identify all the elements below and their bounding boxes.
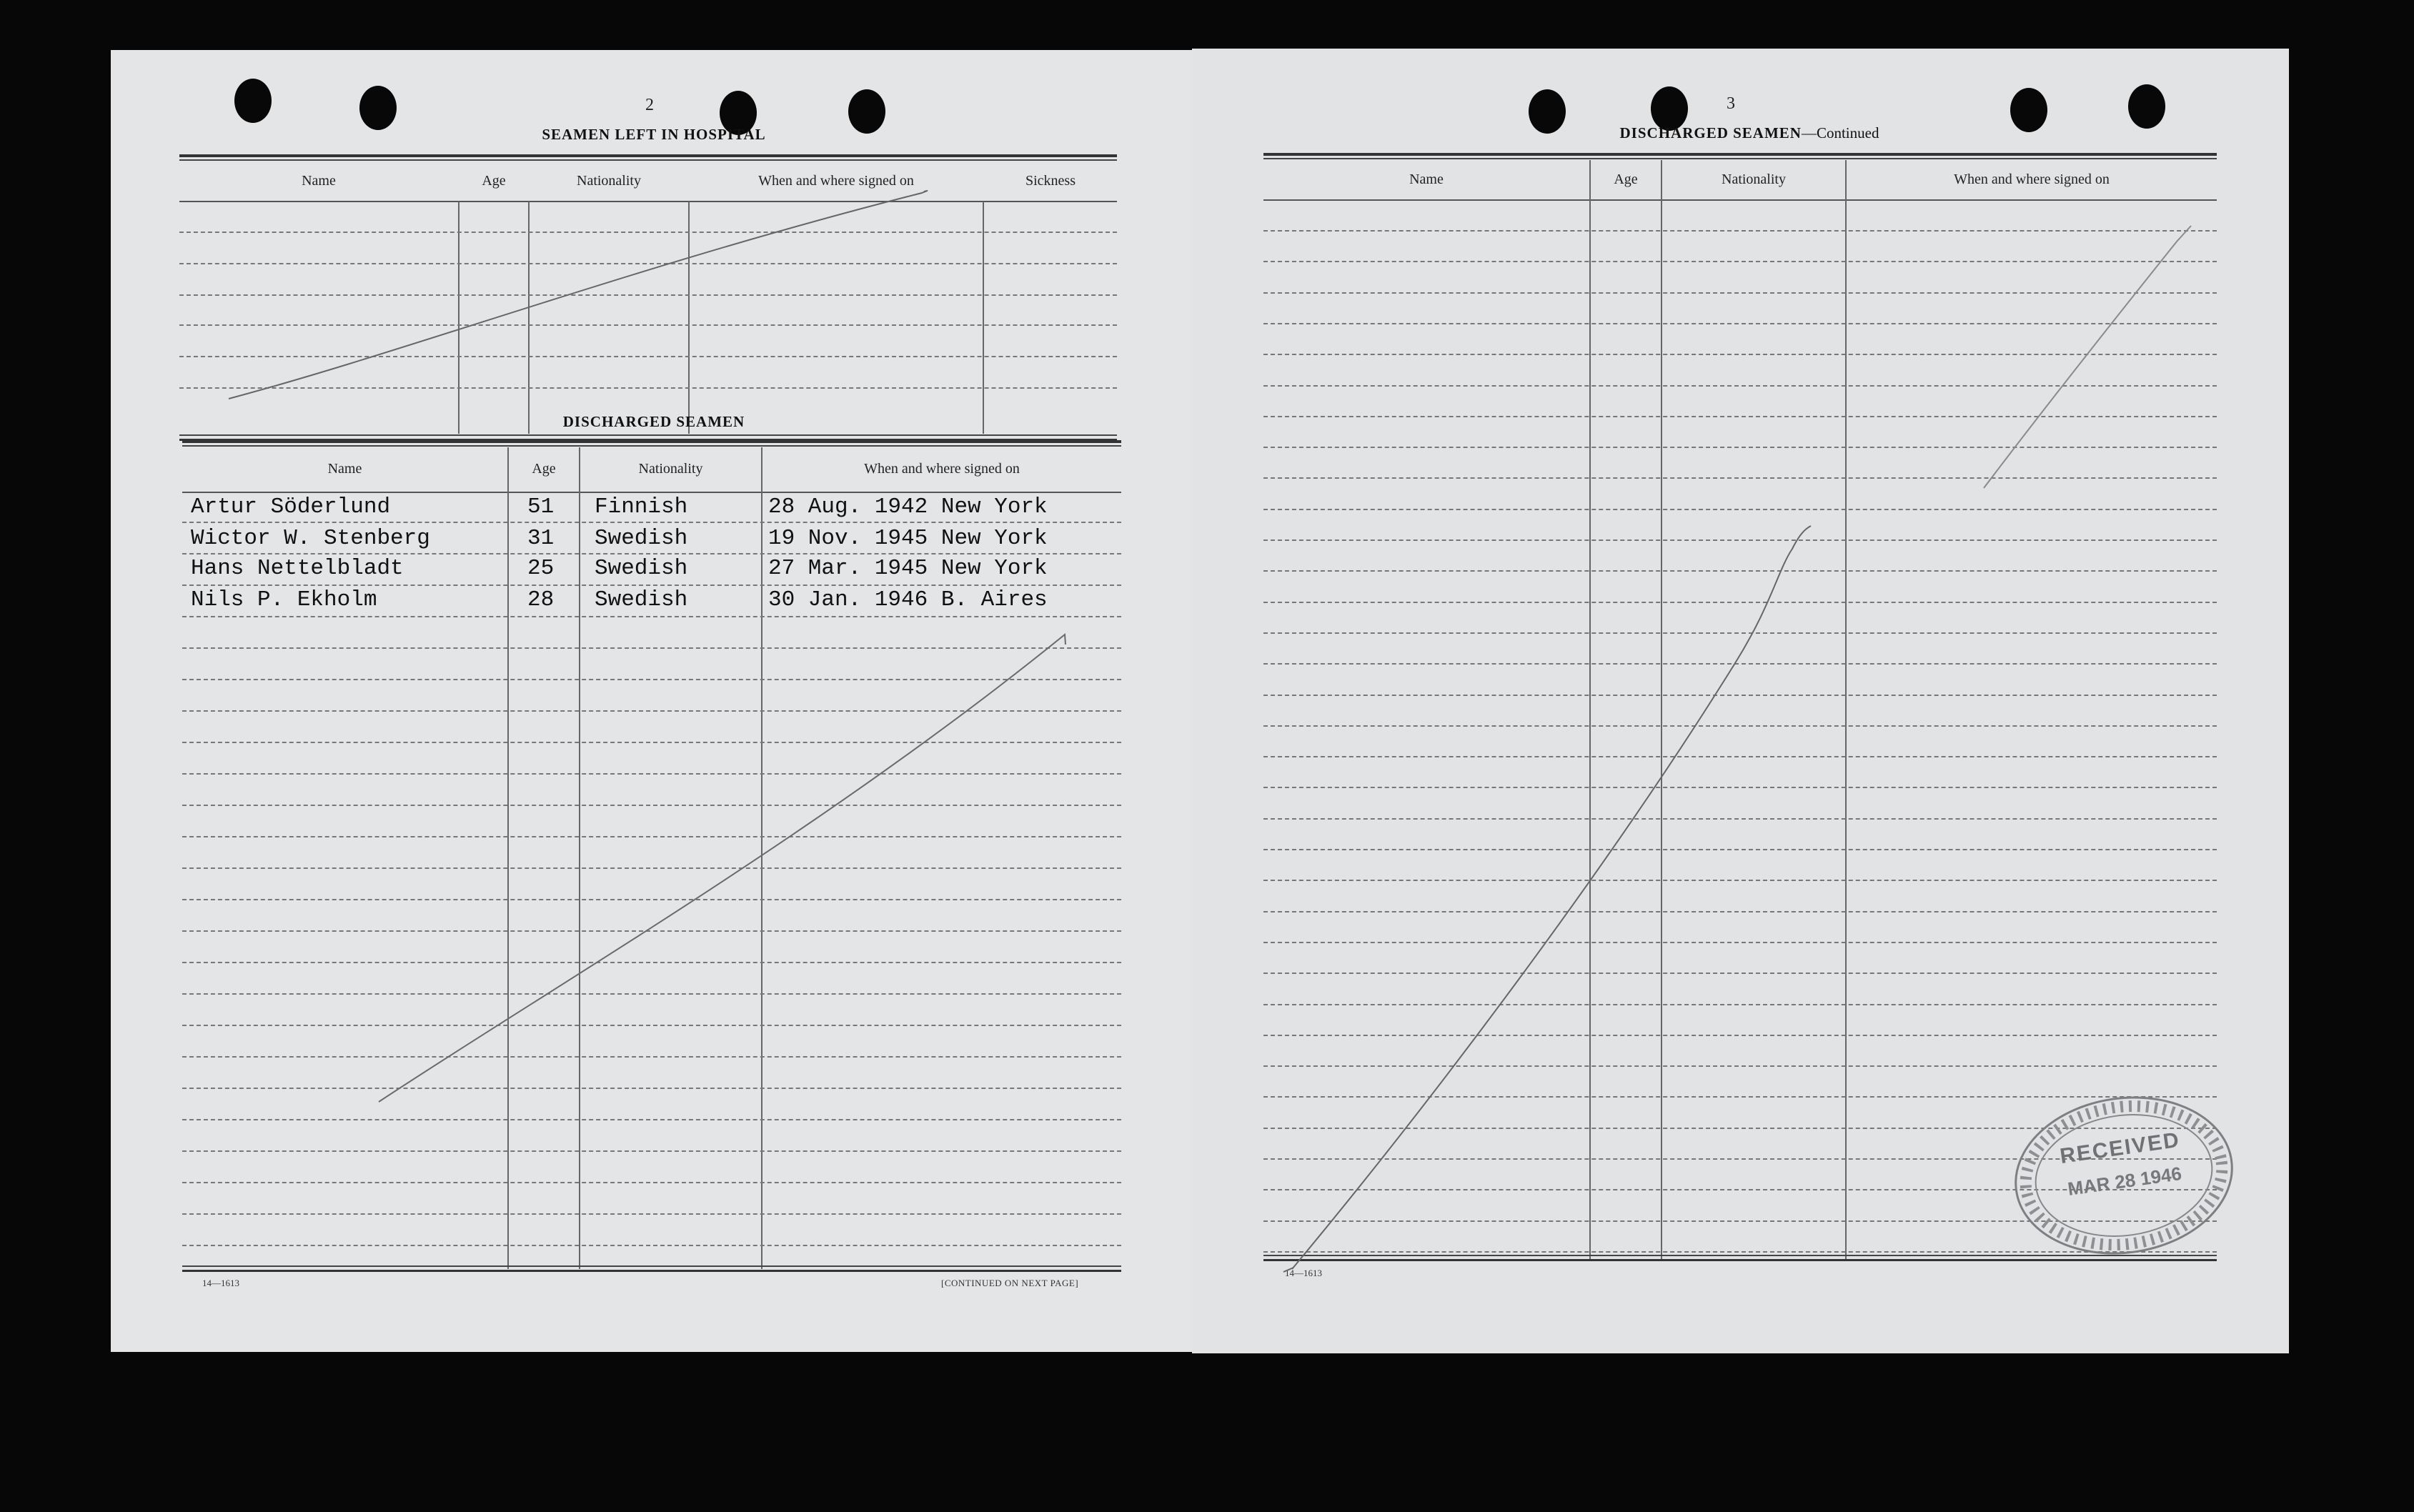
- ruled-line: [182, 742, 1121, 743]
- col-header-name: Name: [1409, 171, 1444, 187]
- ruled-line: [1263, 849, 2217, 850]
- ruled-line: [1263, 725, 2217, 727]
- continued-note: [CONTINUED ON NEXT PAGE]: [941, 1278, 1079, 1288]
- ruled-line: [182, 553, 1121, 554]
- ruled-line: [1263, 230, 2217, 232]
- ruled-line: [1263, 447, 2217, 448]
- ruled-line: [182, 836, 1121, 837]
- ruled-line: [1263, 1004, 2217, 1005]
- col-header-sickness: Sickness: [1025, 173, 1076, 189]
- ruled-line: [1263, 1035, 2217, 1036]
- ruled-line: [1263, 323, 2217, 324]
- ruled-line: [1263, 911, 2217, 912]
- ruled-line: [182, 1182, 1121, 1183]
- col-header-signed-on: When and where signed on: [1954, 171, 2110, 187]
- ruled-line: [1263, 509, 2217, 510]
- ruled-line: [182, 805, 1121, 806]
- punch-hole: [2010, 88, 2047, 132]
- page-number: 2: [645, 96, 654, 114]
- ruled-line: [182, 1245, 1121, 1246]
- ruled-line: [1263, 973, 2217, 974]
- ruled-line: [1263, 416, 2217, 417]
- ruled-line: [1263, 1065, 2217, 1067]
- ruled-line: [1263, 942, 2217, 943]
- ruled-line: [182, 930, 1121, 932]
- seaman-age: 25: [527, 556, 555, 581]
- ruled-line: [182, 899, 1121, 900]
- ruled-line: [1263, 756, 2217, 757]
- col-header-signed-on: When and where signed on: [864, 460, 1020, 477]
- ruled-line: [1263, 570, 2217, 572]
- ruled-line: [182, 616, 1121, 617]
- seaman-signed-on: 28 Aug. 1942 New York: [768, 494, 1048, 519]
- seaman-name: Wictor W. Stenberg: [191, 526, 430, 551]
- ruled-line: [1263, 880, 2217, 881]
- ruled-line: [1263, 663, 2217, 665]
- ruled-line: [182, 1088, 1121, 1089]
- seaman-name: Nils P. Ekholm: [191, 587, 377, 612]
- page-number: 3: [1727, 94, 1735, 113]
- seaman-nationality: Swedish: [595, 526, 688, 551]
- ruled-line: [1263, 292, 2217, 294]
- ruled-line: [182, 962, 1121, 963]
- col-header-nationality: Nationality: [1722, 171, 1786, 187]
- seaman-nationality: Swedish: [595, 556, 688, 581]
- col-header-nationality: Nationality: [638, 460, 703, 477]
- ruled-line: [182, 1056, 1121, 1058]
- ruled-line: [1263, 602, 2217, 603]
- punch-hole: [234, 79, 272, 123]
- ruled-line: [182, 993, 1121, 995]
- punch-hole: [2128, 84, 2165, 129]
- ruled-line: [182, 710, 1121, 712]
- col-header-nationality: Nationality: [577, 173, 641, 189]
- ruled-line: [1263, 787, 2217, 788]
- ruled-line: [1263, 818, 2217, 820]
- discharged-section-title: DISCHARGED SEAMEN: [562, 413, 745, 430]
- ruled-line: [182, 679, 1121, 680]
- ruled-line: [182, 522, 1121, 523]
- ruled-line: [1263, 632, 2217, 634]
- col-header-age: Age: [1614, 171, 1638, 187]
- seaman-signed-on: 30 Jan. 1946 B. Aires: [768, 587, 1048, 612]
- stamp-date: MAR 28 1946: [2066, 1162, 2183, 1200]
- stamp-text: RECEIVED: [2058, 1128, 2182, 1169]
- punch-hole: [848, 89, 885, 134]
- ruled-line: [1263, 385, 2217, 387]
- seaman-age: 28: [527, 587, 555, 612]
- ruled-line: [1263, 1096, 2217, 1098]
- ruled-line: [182, 1119, 1121, 1120]
- seaman-nationality: Swedish: [595, 587, 688, 612]
- col-header-name: Name: [302, 173, 336, 189]
- seaman-signed-on: 19 Nov. 1945 New York: [768, 526, 1048, 551]
- seaman-nationality: Finnish: [595, 494, 688, 519]
- form-number: 14—1613: [202, 1278, 239, 1288]
- ruled-line: [182, 585, 1121, 586]
- ruled-line: [1263, 539, 2217, 541]
- punch-hole: [359, 86, 397, 130]
- ruled-line: [182, 1150, 1121, 1152]
- ruled-line: [1263, 695, 2217, 696]
- ruled-line: [1263, 354, 2217, 355]
- ruled-line: [1263, 477, 2217, 479]
- hospital-section-title: SEAMEN LEFT IN HOSPITAL: [542, 126, 766, 143]
- ruled-line: [182, 1213, 1121, 1215]
- seaman-signed-on: 27 Mar. 1945 New York: [768, 556, 1048, 581]
- punch-hole: [1529, 89, 1566, 134]
- ruled-line: [182, 647, 1121, 649]
- discharged-continued-title: DISCHARGED SEAMEN—Continued: [1619, 124, 1879, 141]
- col-header-age: Age: [482, 173, 506, 189]
- col-header-name: Name: [327, 460, 362, 477]
- form-number: 14—1613: [1285, 1268, 1322, 1278]
- ruled-line: [182, 867, 1121, 869]
- seaman-age: 51: [527, 494, 555, 519]
- seaman-age: 31: [527, 526, 555, 551]
- col-header-signed-on: When and where signed on: [758, 173, 914, 189]
- ruled-line: [182, 1025, 1121, 1026]
- ruled-line: [1263, 261, 2217, 262]
- seaman-name: Hans Nettelbladt: [191, 556, 404, 581]
- received-stamp: [2000, 1078, 2249, 1273]
- col-header-age: Age: [532, 460, 556, 477]
- ruled-line: [182, 773, 1121, 775]
- seaman-name: Artur Söderlund: [191, 494, 391, 519]
- hospital-table: [179, 154, 1117, 447]
- left-page: [111, 50, 1203, 1352]
